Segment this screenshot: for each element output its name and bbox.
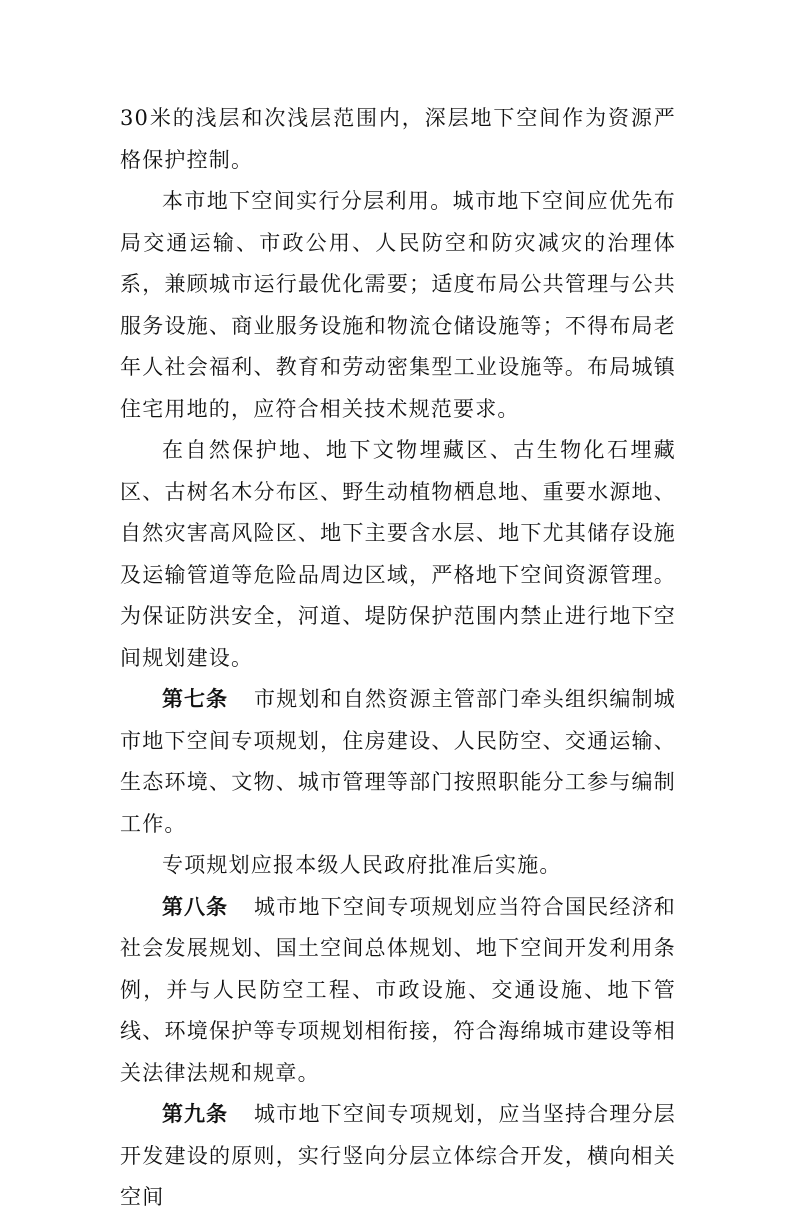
document-body: [120, 98, 676, 1219]
article-9-label: 第九条: [162, 1102, 229, 1126]
paragraph-text: 30米的浅层和次浅层范围内，深层地下空间作为资源严格保护控制。: [120, 106, 676, 172]
paragraph-text: 本市地下空间实行分层利用。城市地下空间应优先布局交通运输、市政公用、人民防空和防灾减灾的治理体系，兼顾城市运行最优化需要；适度布局公共管理与公共服务设施、商业服务设施和物流仓储设施等；不得布局老年人社会福利、教育和劳动密集型工业设施等。布局城镇住宅用地的，应符合相关技术规范要求。: [120, 189, 676, 421]
article-7-paragraph: [120, 679, 676, 845]
paragraph-continuation: [120, 98, 676, 181]
article-9-paragraph: [120, 1094, 676, 1219]
paragraph-text: 专项规划应报本级人民政府批准后实施。: [162, 853, 562, 877]
paragraph-text: 市规划和自然资源主管部门牵头组织编制城市地下空间专项规划，住房建设、人民防空、交通运输、生态环境、文物、城市管理等部门按照职能分工参与编制工作。: [120, 687, 676, 836]
article-8-paragraph: [120, 887, 676, 1095]
article-8-label: 第八条: [162, 894, 229, 919]
article-7-label: 第七条: [162, 687, 229, 711]
paragraph-layered-use: [120, 181, 676, 430]
paragraph-protected-areas: [120, 430, 676, 679]
paragraph-text: 城市地下空间专项规划应当符合国民经济和社会发展规划、国土空间总体规划、地下空间开发利用条例，并与人民防空工程、市政设施、交通设施、地下管线、环境保护等专项规划相衔接，符合海绵城市建设等相关法律法规和规章。: [120, 894, 676, 1085]
paragraph-text: 在自然保护地、地下文物埋藏区、古生物化石埋藏区、古树名木分布区、野生动植物栖息地、重要水源地、自然灾害高风险区、地下主要含水层、地下尤其储存设施及运输管道等危险品周边区域，严格地下空间资源管理。为保证防洪安全，河道、堤防保护范围内禁止进行地下空间规划建设。: [120, 438, 676, 670]
paragraph-text: 城市地下空间专项规划，应当坚持合理分层开发建设的原则，实行竖向分层立体综合开发，横向相关空间: [120, 1102, 676, 1209]
paragraph-approval: [120, 845, 676, 887]
